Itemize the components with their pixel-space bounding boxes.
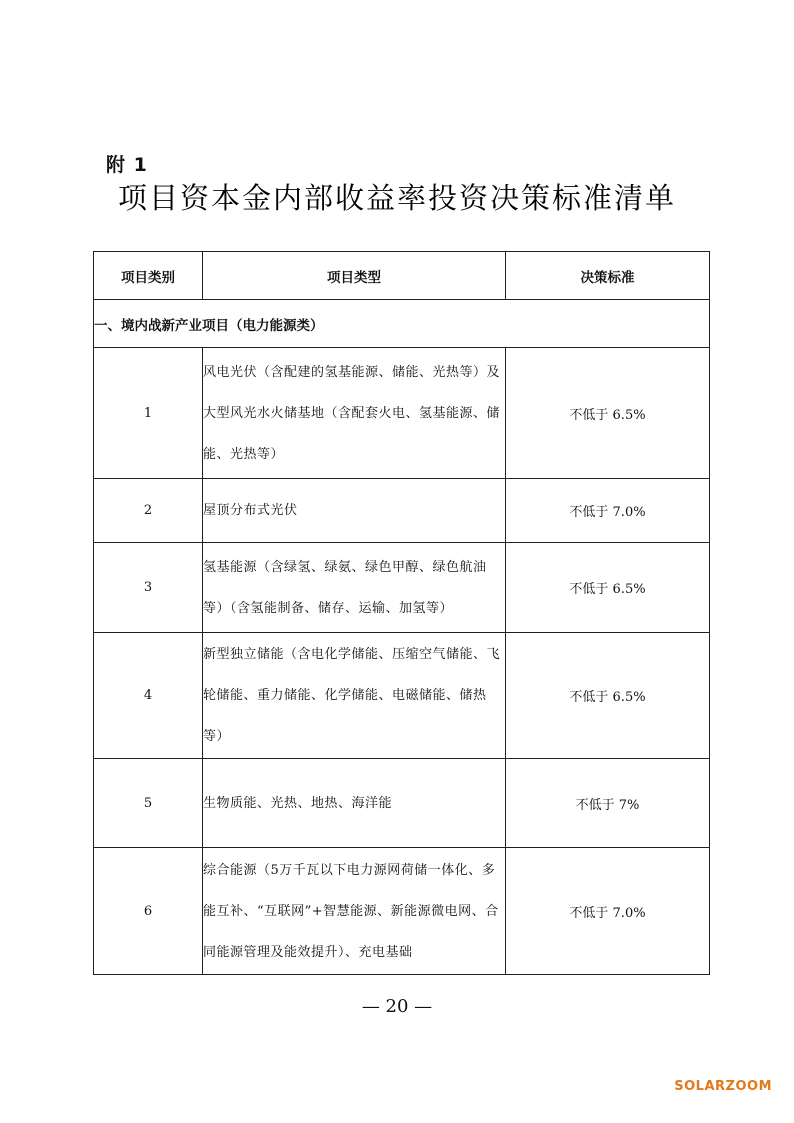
row-standard: 不低于 7.0%	[506, 848, 710, 975]
header-category: 项目类别	[94, 252, 203, 300]
row-standard: 不低于 7%	[506, 759, 710, 848]
row-number: 5	[94, 759, 203, 848]
table-row	[94, 759, 710, 848]
section-row	[94, 300, 710, 348]
row-project-type: 新型独立储能（含电化学储能、压缩空气储能、飞轮储能、重力储能、化学储能、电磁储能、储热等）	[203, 633, 506, 759]
annex-label: 附 1	[106, 154, 148, 176]
row-project-type: 综合能源（5万千瓦以下电力源网荷储一体化、多能互补、“互联网”+智慧能源、新能源微电网、合同能源管理及能效提升）、充电基础	[203, 848, 506, 975]
row-number: 1	[94, 348, 203, 479]
table-row	[94, 848, 710, 975]
standards-table	[93, 251, 710, 975]
row-standard: 不低于 6.5%	[506, 633, 710, 759]
row-project-type: 屋顶分布式光伏	[203, 479, 506, 543]
page-number: — 20 —	[361, 996, 433, 1017]
table-row	[94, 543, 710, 633]
row-project-type: 生物质能、光热、地热、海洋能	[203, 759, 506, 848]
document-title: 项目资本金内部收益率投资决策标准清单	[117, 181, 676, 215]
row-standard: 不低于 6.5%	[506, 543, 710, 633]
row-number: 3	[94, 543, 203, 633]
row-project-type: 氢基能源（含绿氢、绿氨、绿色甲醇、绿色航油等）（含氢能制备、储存、运输、加氢等）	[203, 543, 506, 633]
row-project-type: 风电光伏（含配建的氢基能源、储能、光热等）及大型风光水火储基地（含配套火电、氢基能源、储能、光热等）	[203, 348, 506, 479]
table-header-row	[94, 252, 710, 300]
watermark-logo: SOLARZOOM	[674, 1079, 772, 1094]
row-standard: 不低于 7.0%	[506, 479, 710, 543]
table-row	[94, 479, 710, 543]
row-number: 6	[94, 848, 203, 975]
table-row	[94, 633, 710, 759]
row-number: 4	[94, 633, 203, 759]
header-type: 项目类型	[203, 252, 506, 300]
table-row	[94, 348, 710, 479]
section-title: 一、境内战新产业项目（电力能源类）	[94, 300, 710, 348]
header-standard: 决策标准	[506, 252, 710, 300]
row-number: 2	[94, 479, 203, 543]
row-standard: 不低于 6.5%	[506, 348, 710, 479]
